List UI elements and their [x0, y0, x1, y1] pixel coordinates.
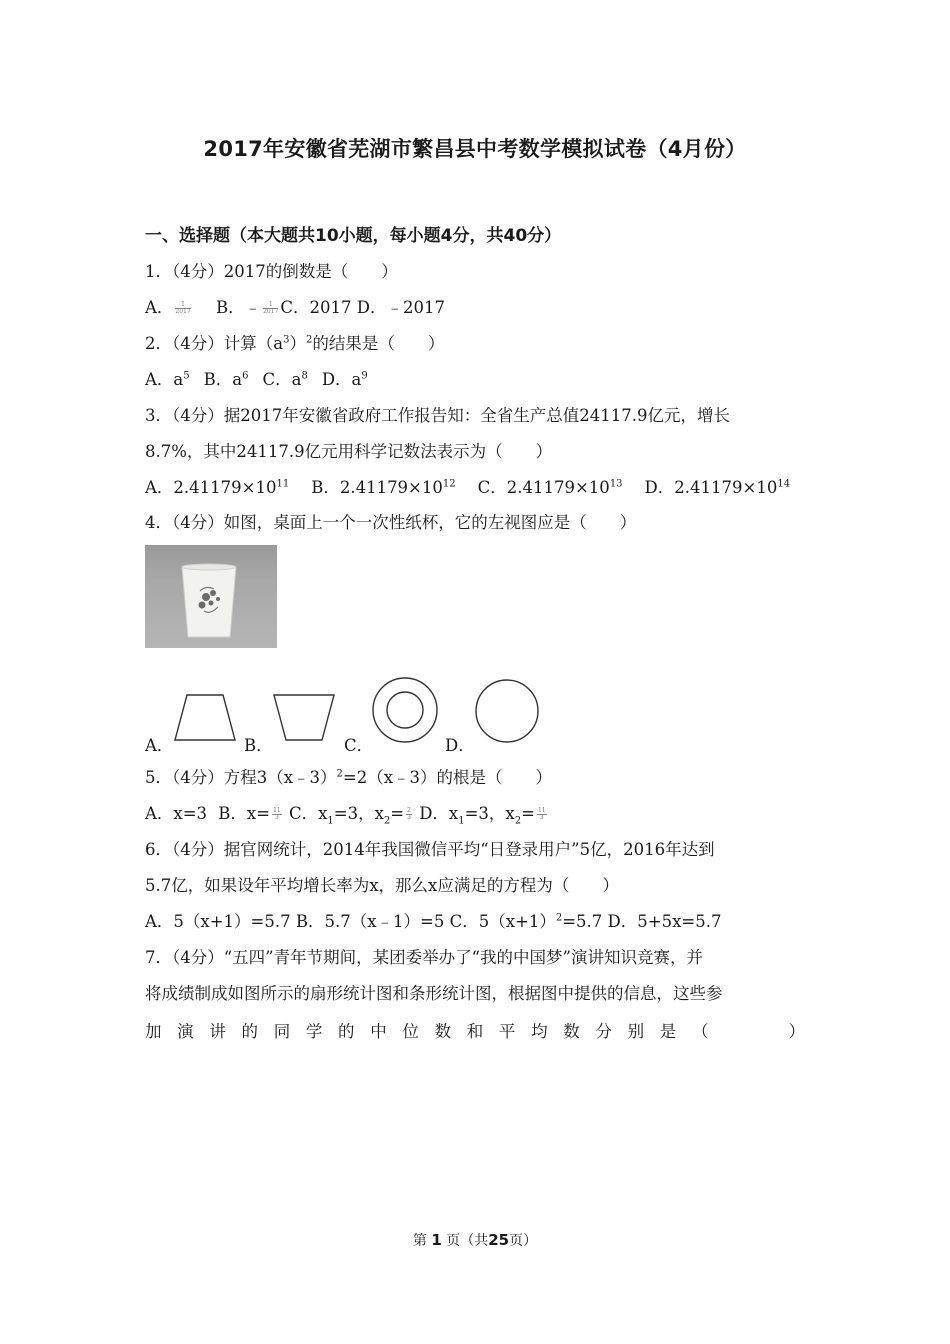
- option-text: =: [390, 804, 405, 823]
- trapezoid-up-icon: [173, 692, 237, 742]
- question-3-line-2: 8.7%，其中24117.9亿元用科学记数法表示为（ ）: [145, 442, 553, 461]
- question-5-stem: [145, 764, 552, 788]
- exponent: 2: [336, 768, 343, 780]
- option-text: A．2.41179×10: [145, 478, 277, 497]
- exponent: 6: [242, 370, 249, 382]
- question-4-stem: 4．（4分）如图，桌面上一个一次性纸杯，它的左视图应是（ ）: [145, 513, 637, 532]
- question-7-line-3: 加演讲的同学的中位数和平均数分别是（ ）: [145, 1022, 805, 1041]
- fraction-denominator: 3: [407, 814, 411, 821]
- option-text: A．a: [145, 370, 184, 389]
- footer-text: 页（共: [446, 1233, 489, 1249]
- option-a: A．x=3: [145, 804, 208, 823]
- exponent: 9: [361, 370, 368, 382]
- stem-text: 5．（4分）方程3（x﹣3）: [145, 768, 337, 787]
- page-title: 2017年安徽省芜湖市繁昌县中考数学模拟试卷（4月份）: [203, 137, 747, 161]
- option-b-label: B．﹣: [215, 298, 262, 317]
- question-5-options: [145, 800, 549, 826]
- fraction-numerator: 2: [407, 807, 411, 814]
- question-6-options: [145, 908, 721, 932]
- option-a-label: A．: [145, 298, 174, 317]
- fraction: [406, 808, 412, 821]
- option-text: D．2.41179×10: [644, 478, 778, 497]
- shape-label-b: B．: [244, 736, 273, 755]
- stem-text: =2（x﹣3）的根是（ ）: [342, 768, 553, 787]
- question-7-line-1: 7．（4分）“五四”青年节期间，某团委举办了“我的中国梦”演讲知识竞赛，并: [145, 948, 703, 967]
- total-pages: 25: [488, 1231, 510, 1249]
- exponent: 12: [442, 478, 456, 490]
- shape-label-a: A．: [145, 736, 174, 755]
- footer-text: 页）: [509, 1233, 538, 1249]
- shape-label-d: D．: [445, 736, 475, 755]
- fraction: [272, 808, 282, 821]
- fraction-denominator: 2017: [175, 308, 191, 315]
- exponent: 8: [301, 370, 308, 382]
- shape-label-c: C．: [344, 736, 374, 755]
- option-b: [311, 474, 455, 498]
- question-6-line-2: 5.7亿，如果设年平均增长率为x，那么x应满足的方程为（ ）: [145, 876, 619, 895]
- page-footer: [0, 1230, 950, 1250]
- question-2-options: [145, 366, 390, 390]
- question-1-stem: 1．（4分）2017的倒数是（ ）: [145, 262, 398, 281]
- circle-icon: [474, 678, 540, 744]
- option-text: =5.7 D．5+5x=5.7: [562, 912, 722, 931]
- option-text: C．a: [262, 370, 302, 389]
- option-text: B．a: [203, 370, 243, 389]
- option-text: B．2.41179×10: [311, 478, 443, 497]
- exponent: 3: [283, 334, 290, 346]
- option-text: C．2.41179×10: [477, 478, 610, 497]
- option-text: A．5（x+1）=5.7 B．5.7（x﹣1）=5 C．5（x+1）: [145, 912, 556, 931]
- option-d: [322, 366, 368, 390]
- option-b-label: B．x=: [218, 804, 271, 823]
- subscript: 1: [327, 815, 334, 827]
- option-text: C．x: [288, 804, 328, 823]
- option-a: [145, 474, 289, 498]
- question-3-options: [145, 474, 790, 498]
- option-text: =: [521, 804, 535, 823]
- option-cd: C．2017 D．﹣2017: [280, 298, 445, 317]
- stem-text: 的结果是（ ）: [312, 334, 445, 353]
- question-2-stem: [145, 330, 444, 354]
- option-text: =3，x: [333, 804, 384, 823]
- concentric-circles-icon: [371, 676, 439, 744]
- subscript: 2: [514, 815, 522, 827]
- question-3-line-1: 3．（4分）据2017年安徽省政府工作报告知：全省生产总值24117.9亿元，增长: [145, 406, 730, 425]
- option-text: =3，x: [464, 804, 515, 823]
- footer-text: 第: [412, 1233, 427, 1249]
- option-d: [419, 804, 548, 827]
- option-d: [645, 474, 791, 498]
- fraction-denominator: 3: [539, 814, 544, 821]
- fraction-numerator: 11: [537, 807, 546, 814]
- fraction: [537, 808, 547, 821]
- option-text: D．a: [321, 370, 362, 389]
- question-7-line-2: 将成绩制成如图所示的扇形统计图和条形统计图，根据图中提供的信息，这些参: [145, 984, 723, 1003]
- fraction: [175, 302, 190, 315]
- section-heading: 一、选择题（本大题共10小题，每小题4分，共40分）: [145, 226, 562, 246]
- cup-icon: [180, 563, 238, 639]
- stem-text: 2．（4分）计算（a: [145, 334, 284, 353]
- stem-text: ）: [289, 334, 306, 353]
- question-1-options: [145, 294, 445, 318]
- fraction-denominator: 2017: [263, 308, 279, 315]
- option-b: [204, 366, 249, 390]
- option-c: [288, 804, 414, 827]
- fraction-numerator: 1: [175, 302, 190, 309]
- option-c: [478, 474, 623, 498]
- exponent: 2: [305, 334, 313, 346]
- fraction-numerator: 11: [273, 807, 281, 814]
- subscript: 1: [458, 815, 465, 827]
- subscript: 2: [383, 815, 391, 827]
- exponent: 14: [777, 478, 791, 490]
- option-a: [145, 366, 190, 390]
- trapezoid-down-icon: [272, 692, 336, 742]
- option-c: [262, 366, 307, 390]
- question-6-line-1: 6．（4分）据官网统计，2014年我国微信平均“日登录用户”5亿，2016年达到: [145, 840, 715, 859]
- exponent: 11: [276, 478, 290, 490]
- exponent: 5: [183, 370, 190, 382]
- page-number: 1: [431, 1231, 442, 1249]
- option-text: D．x: [419, 804, 459, 823]
- fraction: [263, 302, 278, 315]
- answer-shapes: [145, 676, 565, 755]
- fraction-denominator: 3: [274, 814, 279, 821]
- paper-cup-photo: [145, 545, 277, 648]
- fraction-numerator: 1: [263, 302, 278, 309]
- exponent: 2: [555, 912, 563, 924]
- exponent: 13: [609, 478, 623, 490]
